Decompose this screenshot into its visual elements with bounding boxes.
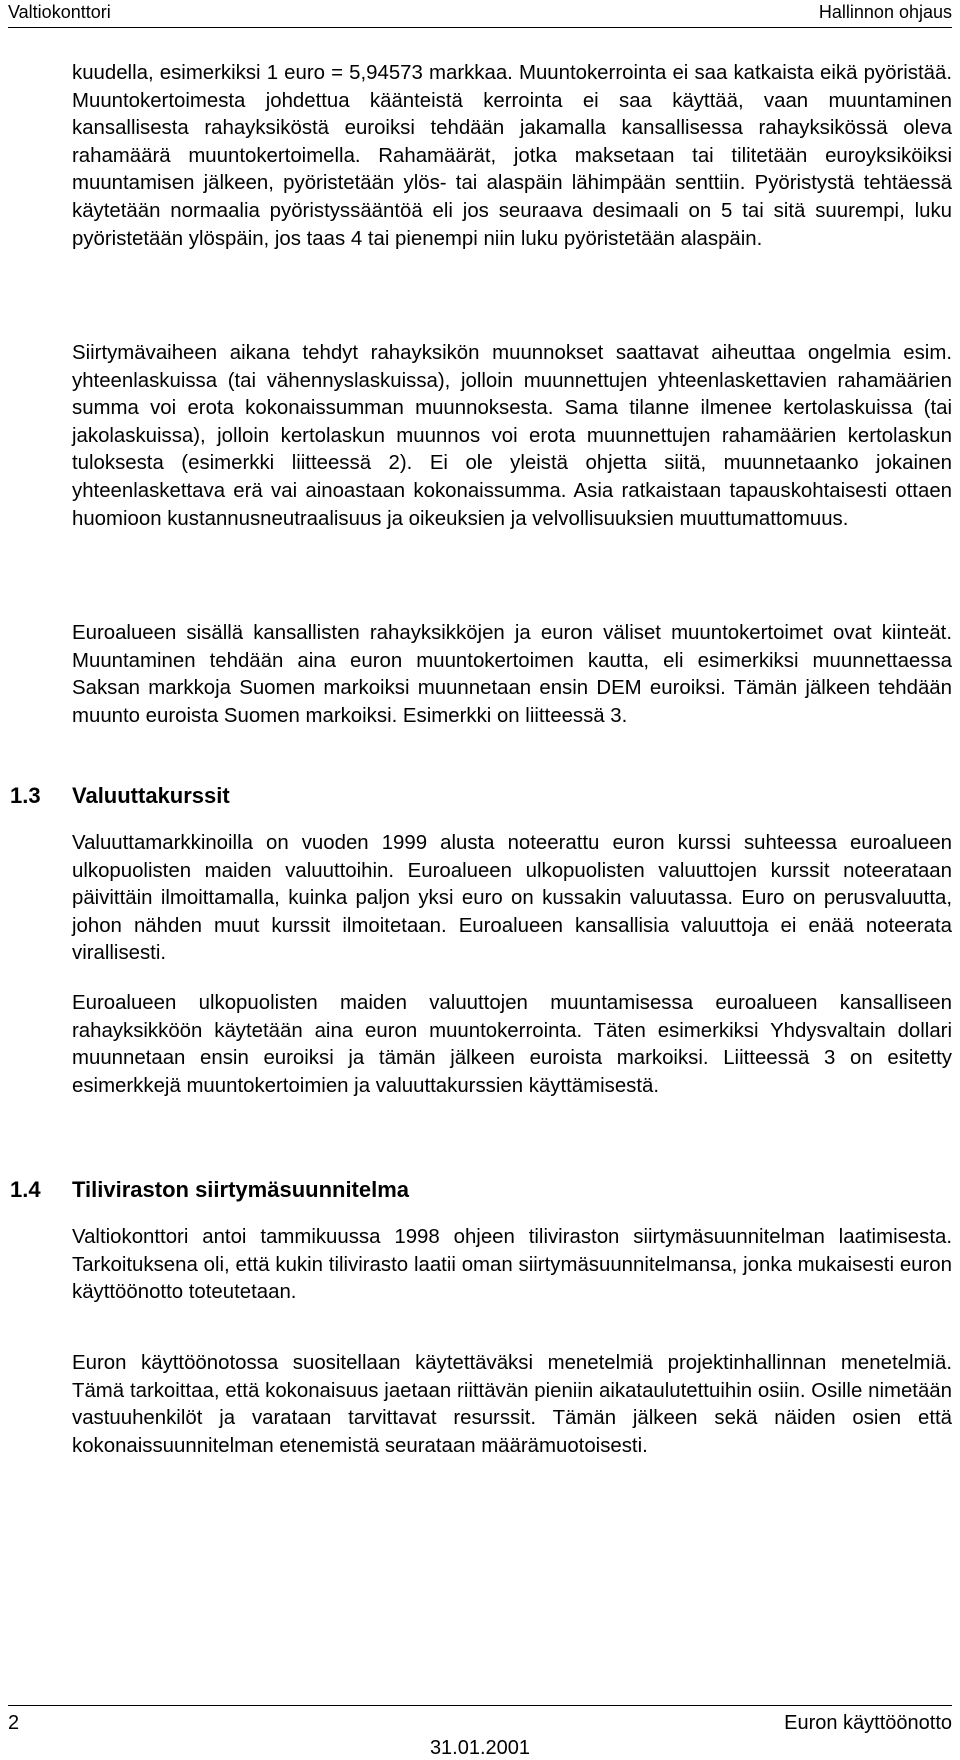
page-header: [8, 0, 952, 28]
paragraph-block: [72, 1350, 952, 1460]
paragraph: kuudella, esimerkiksi 1 euro = 5,94573 markkaa. Muuntokerrointa ei saa katkaista eikä pyöristää. Muuntokertoimesta johdettua käänteistä kerrointa ei saa käyttää, vaan muuntaminen kansallisesta rahayksiköstä euroiksi tehdään jakamalla kansallisessa rahayksikössä oleva rahamäärä muuntokertoimella. Rahamäärät, jotka maksetaan tai tilitetään euroyksiköiksi muuntamisen jälkeen, pyöristetään ylös- tai alaspäin lähimpään senttiin. Pyöristystä tehtäessä käytetään normaalia pyöristyssääntöä eli jos seuraava desimaali on 5 tai sitä suurempi, luku pyöristetään ylöspäin, jos taas 4 tai pienempi niin luku pyöristetään alaspäin.: [72, 62, 952, 250]
document-date: 31.01.2001: [429, 1737, 531, 1759]
paragraph-block: [72, 620, 952, 730]
paragraph-block: [72, 60, 952, 253]
paragraph-block: [72, 990, 952, 1100]
section-heading: [10, 1176, 409, 1204]
section-number: 1.3: [10, 783, 41, 808]
section-heading: [10, 782, 230, 810]
page-number: 2: [8, 1712, 20, 1734]
document-title: Euron käyttöönotto: [784, 1712, 952, 1734]
paragraph-block: [72, 1224, 952, 1307]
paragraph-block: [72, 830, 952, 968]
section-number: 1.4: [10, 1177, 41, 1202]
paragraph: Euron käyttöönotossa suositellaan käytettäväksi menetelmiä projektinhallinnan menetelmiä. Tämä tarkoittaa, että kokonaisuus jaetaan riittävän pieniin aikataulutettuihin osiin. Osille nimetään vastuuhenkilöt ja varataan tarvittavat resurssit. Tämän jälkeen sekä näiden osien että kokonaissuunnitelman etenemistä seurataan määrämuotoisesti.: [72, 1352, 952, 1457]
header-left: Valtiokonttori: [8, 2, 111, 22]
page-footer: [8, 1705, 952, 1760]
paragraph-block: [72, 340, 952, 533]
section-title: Valuuttakurssit: [72, 783, 230, 808]
paragraph: Euroalueen sisällä kansallisten rahayksikköjen ja euron väliset muuntokertoimet ovat kiinteät. Muuntaminen tehdään aina euron muuntokertoimen kautta, eli esimerkiksi muunnettaessa Saksan markkoja Suomen markoiksi muunnetaan ensin DEM euroiksi. Tämän jälkeen tehdään muunto euroista Suomen markoiksi. Esimerkki on liitteessä 3.: [72, 622, 952, 727]
paragraph: Siirtymävaiheen aikana tehdyt rahayksikön muunnokset saattavat aiheuttaa ongelmia esim. yhteenlaskuissa (tai vähennyslaskuissa), jolloin muunnettujen yhteenlaskettavien rahamäärien summa voi erota kokonaissumman muunnoksesta. Sama tilanne ilmenee kertolaskuissa (tai jakolaskuissa), jolloin kertolaskun muunnos voi erota muunnettujen rahamäärien kertolaskun tuloksesta (esimerkki liitteessä 2). Ei ole yleistä ohjetta siitä, muunnetaanko jokainen yhteenlaskettava erä vai ainoastaan kokonaissumma. Asia ratkaistaan tapauskohtaisesti ottaen huomioon kustannusneutraalisuus ja oikeuksien ja velvollisuuksien muuttumattomuus.: [72, 342, 952, 530]
section-title: Tiliviraston siirtymäsuunnitelma: [72, 1177, 410, 1202]
header-right: Hallinnon ohjaus: [818, 2, 952, 22]
paragraph: Euroalueen ulkopuolisten maiden valuuttojen muuntamisessa euroalueen kansalliseen rahayksikköön käytetään aina euron muuntokerrointa. Täten esimerkiksi Yhdysvaltain dollari muunnetaan ensin euroiksi ja tämän jälkeen euroista markoiksi. Liitteessä 3 on esitetty esimerkkejä muuntokertoimien ja valuuttakurssien käyttämisestä.: [72, 992, 952, 1097]
paragraph: Valtiokonttori antoi tammikuussa 1998 ohjeen tiliviraston siirtymäsuunnitelman laatimisesta. Tarkoituksena oli, että kukin tilivirasto laatii oman siirtymäsuunnitelmansa, jonka mukaisesti euron käyttöönotto toteutetaan.: [72, 1226, 952, 1304]
paragraph: Valuuttamarkkinoilla on vuoden 1999 alusta noteerattu euron kurssi suhteessa euroalueen ulkopuolisten maiden valuuttoihin. Euroalueen ulkopuolisten valuuttojen kurssit noteerataan päivittäin ilmoittamalla, kuinka paljon yksi euro on kussakin valuutassa. Euro on perusvaluutta, johon nähden muut kurssit ilmoitetaan. Euroalueen kansallisia valuuttoja ei enää noteerata virallisesti.: [72, 832, 952, 965]
